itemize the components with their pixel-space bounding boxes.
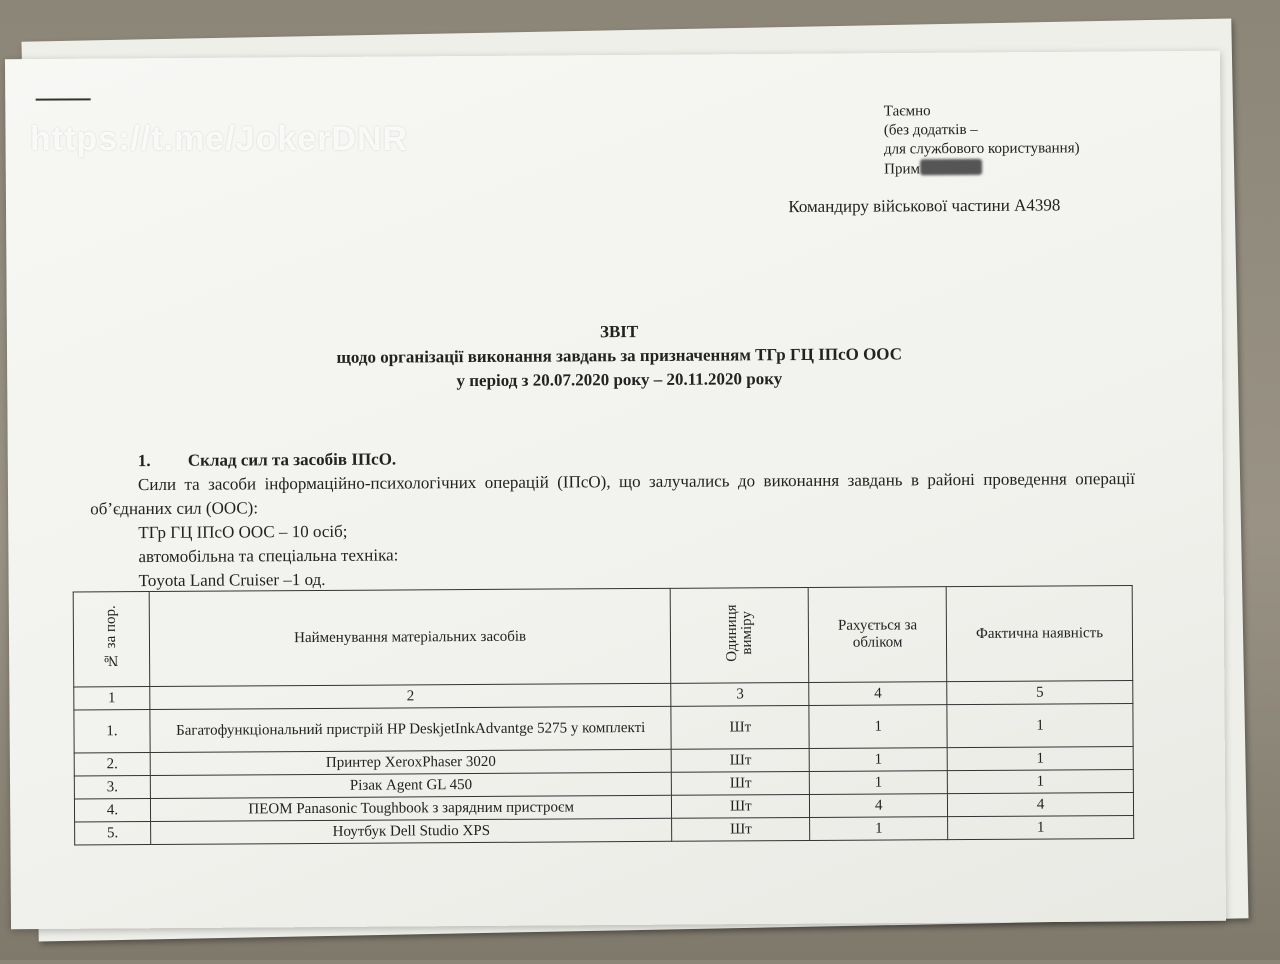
- report-title: [169, 317, 1069, 394]
- classification-copy-line: [884, 158, 1080, 179]
- header-cell: Фактична наявність: [946, 585, 1132, 681]
- materials-table: [73, 585, 1135, 845]
- header-cell: Рахується за обліком: [808, 587, 946, 683]
- classification-line: для службового користування): [883, 140, 1080, 158]
- column-number: 5: [947, 680, 1133, 704]
- section-paragraph: Сили та засоби інформаційно-психологічних операцій (ІПсО), що залучались до виконання завдань в районі проведення операції об’єднаних сил (ООС):: [90, 468, 1136, 519]
- classification-line: Таємно: [883, 103, 931, 120]
- column-number: 1: [74, 686, 150, 709]
- row-number: 4.: [74, 798, 150, 821]
- addressee: Командиру військової частини А4398: [788, 195, 1061, 217]
- item-actual-count: 1: [948, 815, 1134, 839]
- column-number: 3: [671, 682, 809, 706]
- section-line: ТГр ГЦ ІПсО ООС – 10 осіб;: [138, 521, 348, 543]
- header-cell: [73, 592, 150, 687]
- item-name: Багатофункціональний пристрій HP DeskjetInkAdvantge 5275 у комплекті: [150, 706, 672, 752]
- item-actual-count: 1: [947, 703, 1133, 747]
- item-actual-count: 1: [947, 769, 1133, 793]
- item-unit: Шт: [672, 817, 810, 841]
- item-unit: Шт: [672, 748, 810, 772]
- item-unit: Шт: [672, 771, 810, 795]
- item-book-count: 4: [810, 794, 948, 818]
- classification-line: (без додатків –: [883, 121, 978, 139]
- classification-stamp: [884, 101, 1080, 179]
- row-number: 2.: [74, 752, 150, 775]
- item-book-count: 1: [809, 705, 947, 749]
- column-number: 2: [150, 683, 672, 709]
- section-heading-text: Склад сил та засобів ІПсО.: [187, 449, 397, 470]
- header-cell: [671, 587, 809, 683]
- header-unit-line: виміру: [738, 611, 755, 655]
- section-1: [90, 443, 1136, 593]
- watermark-text: https://t.me/JokerDNR: [30, 120, 409, 158]
- title-period: у період з 20.07.2020 року – 20.11.2020 року: [456, 369, 783, 391]
- section-number: 1.: [137, 450, 151, 471]
- item-name: Ноутбук Dell Studio XPS: [150, 818, 672, 844]
- row-number: 1.: [74, 709, 150, 752]
- table-row: [74, 703, 1133, 752]
- title-main: ЗВІТ: [599, 322, 639, 342]
- row-number: 3.: [74, 775, 150, 798]
- section-line: Toyota Land Cruiser –1 од.: [138, 569, 326, 591]
- pen-dash-mark: [36, 98, 91, 100]
- row-number: 5.: [75, 821, 151, 844]
- item-unit: Шт: [671, 705, 809, 749]
- header-number: № за пор.: [102, 605, 120, 669]
- header-unit: [725, 604, 755, 661]
- column-number: 4: [809, 682, 947, 706]
- item-name: Різак Agent GL 450: [150, 772, 672, 798]
- table-header-row: [73, 585, 1133, 686]
- redaction-blur: [920, 159, 982, 175]
- item-unit: Шт: [672, 794, 810, 818]
- copy-prefix: Прим: [884, 161, 921, 178]
- item-name: ПЕОМ Panasonic Toughbook з зарядним пристроєм: [150, 795, 672, 821]
- item-name: Принтер XeroxPhaser 3020: [150, 749, 672, 775]
- item-actual-count: 1: [947, 746, 1133, 770]
- item-book-count: 1: [810, 771, 948, 795]
- header-unit-line: Одиниця: [723, 604, 740, 662]
- section-line: автомобільна та спеціальна техніка:: [138, 545, 399, 567]
- title-subject: щодо організації виконання завдань за призначенням ТГр ГЦ ІПсО ООС: [336, 344, 903, 367]
- item-book-count: 1: [809, 748, 947, 772]
- item-actual-count: 4: [948, 792, 1134, 816]
- item-book-count: 1: [810, 817, 948, 841]
- header-cell: Найменування матеріальних засобів: [149, 588, 671, 686]
